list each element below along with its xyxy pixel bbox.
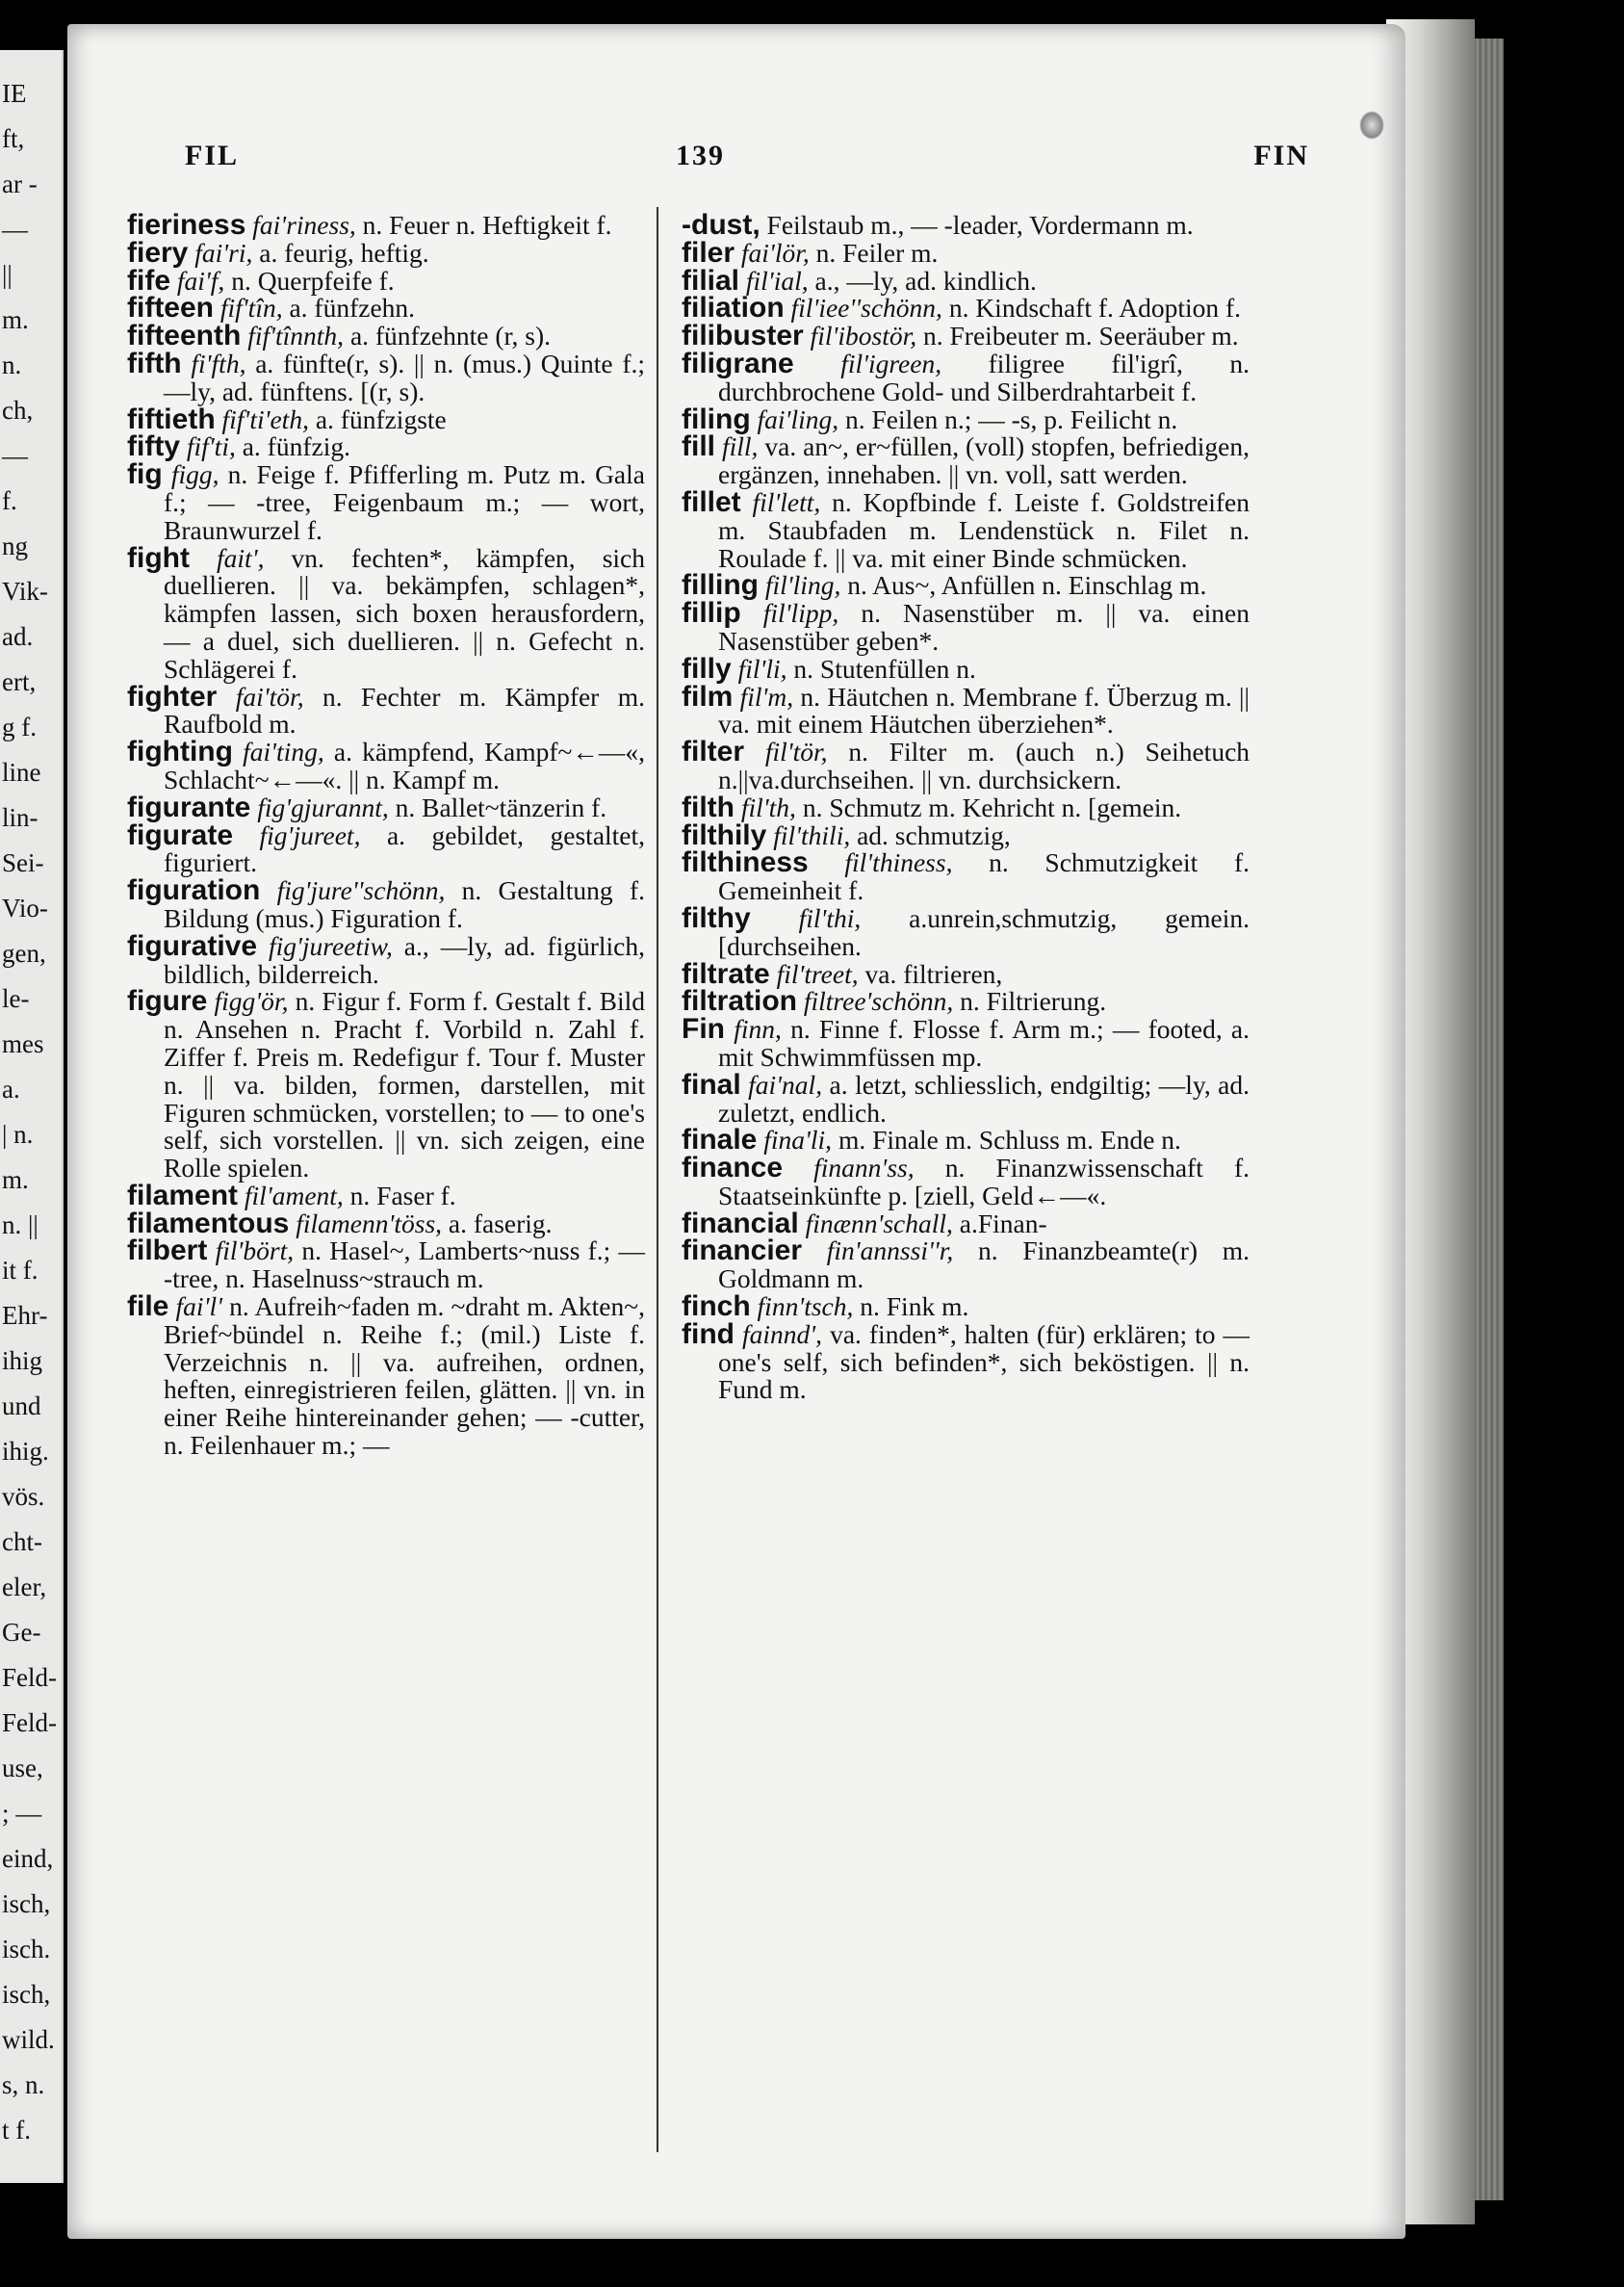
entry-pronunciation: finn,: [734, 1014, 782, 1045]
dictionary-entry: [682, 1207, 1250, 1239]
entry-definition: filigree fil'igrî, n. durchbrochene Gold- und Silberdrahtarbeit f.: [718, 348, 1250, 406]
dictionary-entry: [127, 736, 645, 794]
entry-headword: filth: [682, 791, 735, 823]
entry-pronunciation: filtree'schönn,: [803, 986, 954, 1017]
entry-definition: n. Gestaltung f. Bildung (mus.) Figuration f.: [164, 875, 645, 933]
entry-definition: a. fünfzigste: [315, 403, 447, 434]
header-right-guideword: FIN: [1253, 140, 1309, 171]
entry-pronunciation: fil'treet,: [776, 958, 859, 989]
entry-definition: Feilstaub m., — -leader, Vordermann m.: [766, 210, 1194, 240]
entry-headword: fifteenth: [127, 320, 242, 352]
entry-headword: filter: [682, 736, 745, 768]
column-divider: [657, 207, 658, 2152]
entry-headword: fifty: [127, 430, 180, 463]
entry-pronunciation: fai'ri,: [194, 237, 253, 268]
entry-definition: m. Finale m. Schluss m. Ende n.: [838, 1125, 1181, 1156]
entry-definition: va. an~, er~füllen, (voll) stopfen, befriedigen, ergänzen, innehaben. || vn. voll, satt werden.: [718, 431, 1250, 490]
fragment-text: mes: [2, 1029, 44, 1058]
entry-definition: n. Finanzwissenschaft f. Staatseinkünfte p. [ziell, Geld←—«.: [718, 1153, 1250, 1210]
entry-pronunciation: fina'li,: [763, 1125, 833, 1156]
dictionary-entry: [682, 1234, 1250, 1294]
dictionary-entry: [682, 791, 1250, 823]
dictionary-entry: [682, 680, 1250, 740]
entry-pronunciation: fig'gjurannt,: [257, 792, 389, 822]
entry-pronunciation: fif'ti,: [186, 431, 236, 462]
entry-definition: n. Finne f. Flosse f. Arm m.; — footed, a. mit Schwimmfüssen mp.: [718, 1014, 1250, 1072]
entry-definition: a., —ly, ad. figürlich, bildlich, bilderreich.: [164, 930, 645, 989]
entry-definition: a. gebildet, gestaltet, figuriert.: [164, 819, 646, 878]
entry-pronunciation: fil'thiness,: [844, 847, 953, 878]
entry-definition: n. Schmutz m. Kehricht n. [gemein.: [802, 792, 1182, 822]
fragment-text: ihig.: [2, 1437, 49, 1466]
entry-pronunciation: fif'ti'eth,: [221, 403, 309, 434]
entry-pronunciation: fig'jure''schönn,: [276, 875, 446, 906]
fragment-text: isch,: [2, 1980, 51, 2009]
entry-headword: figure: [127, 985, 208, 1018]
header-left-guideword: FIL: [185, 140, 240, 171]
entry-definition: a.unrein,schmutzig, gemein. [durchseihen.: [718, 902, 1250, 961]
dictionary-entry: [682, 846, 1250, 906]
entry-headword: filiation: [682, 292, 785, 325]
entry-headword: filling: [682, 569, 759, 602]
fragment-text: und: [2, 1391, 41, 1420]
dictionary-entry: [682, 264, 1250, 297]
entry-definition: n. Feilen n.; — -s, p. Feilicht n.: [844, 403, 1178, 434]
dictionary-entry: [682, 430, 1250, 490]
fragment-text: m.: [2, 1165, 29, 1194]
entry-pronunciation: fai'f,: [176, 265, 225, 296]
entry-headword: fieriness: [127, 209, 246, 241]
entry-pronunciation: fif'tînnth,: [247, 321, 345, 351]
fragment-text: Ge-: [2, 1618, 41, 1647]
fragment-text: isch,: [2, 1889, 51, 1918]
entry-headword: filthily: [682, 819, 767, 851]
dictionary-entry: [127, 264, 645, 297]
entry-headword: file: [127, 1290, 169, 1323]
dictionary-page: [67, 24, 1405, 2239]
page-number: 139: [676, 140, 725, 171]
dictionary-entry: [682, 597, 1250, 656]
entry-definition: n. Hasel~, Lamberts~nuss f.; — -tree, n. Haselnuss~strauch m.: [164, 1235, 646, 1294]
entry-definition: n. Filtrierung.: [960, 986, 1107, 1017]
entry-pronunciation: fil'lipp,: [762, 598, 839, 629]
entry-definition: a., —ly, ad. kindlich.: [814, 265, 1037, 296]
dictionary-entry: [682, 347, 1250, 406]
entry-headword: financier: [682, 1234, 803, 1267]
entry-headword: filibuster: [682, 320, 804, 352]
entry-pronunciation: fil'ibostör,: [810, 321, 917, 351]
entry-definition: n. Fink m.: [860, 1291, 969, 1322]
fragment-text: ihig: [2, 1346, 43, 1375]
dictionary-entry: [682, 569, 1250, 602]
running-head: [125, 140, 1367, 178]
entry-pronunciation: fainnd',: [742, 1318, 823, 1349]
dictionary-entry: [127, 929, 645, 989]
entry-pronunciation: fin'annssi''r,: [826, 1235, 954, 1266]
dictionary-entry: [682, 1152, 1250, 1210]
entry-definition: n. Fechter m. Kämpfer m. Raufbold m.: [164, 681, 646, 740]
dictionary-entry: [682, 985, 1250, 1018]
entry-definition: n. Nasenstüber m. || va. einen Nasenstüber geben*.: [718, 598, 1250, 656]
entry-pronunciation: fil'thili,: [773, 819, 851, 850]
entry-headword: fife: [127, 264, 170, 297]
fragment-text: t f.: [2, 2116, 31, 2144]
entry-headword: fighting: [127, 736, 233, 768]
fragment-text: vös.: [2, 1482, 45, 1511]
dictionary-entry: [127, 985, 645, 1183]
fragment-text: Vik-: [2, 577, 48, 606]
entry-definition: a. kämpfend, Kampf~←—«, Schlacht~←—«. || n. Kampf m.: [164, 737, 645, 794]
entry-headword: filing: [682, 403, 751, 435]
entry-definition: n. Ballet~tänzerin f.: [395, 792, 607, 822]
entry-headword: figurative: [127, 929, 258, 962]
entry-definition: n. Freibeuter m. Seeräuber m.: [923, 321, 1239, 351]
fragment-text: cht-: [2, 1527, 42, 1556]
dictionary-entry: [682, 652, 1250, 685]
fragment-text: Ehr-: [2, 1301, 48, 1330]
dictionary-entry: [682, 901, 1250, 961]
fragment-text: m.: [2, 305, 29, 334]
dictionary-entry: [127, 680, 646, 740]
entry-headword: filial: [682, 264, 740, 297]
entry-headword: fight: [127, 541, 190, 574]
entry-pronunciation: filamenn'töss,: [296, 1208, 443, 1238]
dictionary-entry: [682, 292, 1250, 325]
fragment-text: Feld-: [2, 1708, 57, 1737]
fragment-text: Sei-: [2, 848, 44, 877]
entry-headword: finance: [682, 1152, 784, 1184]
dictionary-entry: [127, 403, 645, 435]
fragment-text: n.: [2, 351, 22, 379]
entry-headword: figuration: [127, 874, 261, 907]
entry-headword: filament: [127, 1179, 239, 1211]
entry-pronunciation: fil'li,: [737, 653, 787, 684]
entry-headword: fiery: [127, 236, 189, 269]
entry-definition: n. Feuer n. Heftigkeit f.: [362, 210, 612, 240]
entry-definition: n. Faser f.: [349, 1180, 456, 1210]
entry-pronunciation: fil'th,: [740, 792, 796, 822]
dictionary-entry: [127, 292, 645, 325]
dictionary-entry: [127, 1290, 646, 1461]
entry-definition: a. faserig.: [448, 1208, 553, 1238]
entry-headword: final: [682, 1068, 741, 1101]
dictionary-entry: [127, 791, 645, 823]
entry-pronunciation: fil'ling,: [764, 570, 841, 601]
entry-headword: filtration: [682, 985, 797, 1018]
entry-headword: filbert: [127, 1234, 208, 1267]
entry-definition: a. letzt, schliesslich, endgiltig; —ly, ad. zuletzt, endlich.: [718, 1069, 1250, 1128]
fragment-text: eler,: [2, 1572, 47, 1601]
fragment-text: a.: [2, 1075, 20, 1104]
fragment-text: it f.: [2, 1256, 39, 1285]
entry-definition: n. Finanzbeamte(r) m. Goldmann m.: [718, 1235, 1250, 1294]
dictionary-entry: [127, 458, 645, 545]
fragment-text: use,: [2, 1754, 43, 1782]
entry-headword: fig: [127, 458, 163, 491]
entry-definition: a. fünfzig.: [242, 431, 350, 462]
entry-pronunciation: finn'tsch,: [757, 1291, 854, 1322]
fragment-text: ft,: [2, 124, 25, 153]
dictionary-entry: [127, 1234, 646, 1294]
entry-headword: fillip: [682, 597, 741, 630]
entry-headword: fifteen: [127, 292, 214, 325]
entry-pronunciation: figg,: [170, 459, 219, 490]
entry-definition: n. Querpfeife f.: [231, 265, 395, 296]
entry-headword: fill: [682, 430, 715, 463]
entry-pronunciation: fill,: [721, 431, 759, 462]
dictionary-entry: [682, 736, 1250, 794]
fragment-text: ||: [2, 260, 13, 289]
fragment-text: Vio-: [2, 894, 48, 923]
entry-pronunciation: fil'ial,: [745, 265, 809, 296]
entry-pronunciation: fil'thi,: [798, 902, 862, 933]
dictionary-entry: [127, 541, 645, 684]
entry-pronunciation: fig'jureetiw,: [268, 930, 393, 961]
dictionary-entry: [682, 236, 1250, 269]
fragment-text: IE: [2, 79, 27, 108]
fragment-text: gen,: [2, 939, 46, 968]
dictionary-entry: [682, 485, 1250, 573]
dictionary-entry: [682, 1013, 1250, 1072]
dictionary-entry: [127, 1207, 645, 1239]
entry-definition: a. fünfzehnte (r, s).: [349, 321, 552, 351]
dictionary-entry: [127, 819, 646, 878]
entry-headword: filthy: [682, 901, 751, 934]
entry-pronunciation: fil'm,: [739, 681, 794, 712]
dictionary-entry: [682, 819, 1250, 851]
entry-headword: -dust,: [682, 209, 760, 241]
entry-headword: filigrane: [682, 347, 794, 379]
entry-pronunciation: fil'lett,: [752, 486, 821, 517]
fragment-text: f.: [2, 486, 17, 515]
dictionary-entry: [127, 347, 646, 406]
dictionary-entry: [682, 1068, 1250, 1128]
entry-pronunciation: fait',: [217, 542, 265, 573]
entry-definition: a. feurig, heftig.: [259, 237, 429, 268]
entry-definition: va. filtrieren,: [864, 958, 1003, 989]
entry-pronunciation: fai'ling,: [757, 403, 839, 434]
dictionary-entry: [682, 1124, 1250, 1156]
entry-definition: n. Schmutzigkeit f. Gemeinheit f.: [718, 847, 1250, 906]
entry-headword: finch: [682, 1290, 751, 1323]
entry-headword: fifth: [127, 347, 182, 379]
fragment-text: line: [2, 758, 41, 787]
entry-pronunciation: finann'ss,: [813, 1153, 915, 1183]
entry-definition: n. Kindschaft f. Adoption f.: [948, 293, 1242, 324]
fragment-text: n. ||: [2, 1210, 39, 1239]
entry-definition: vn. fechten*, kämpfen, sich duellieren. || va. bekämpfen, schlagen*, kämpfen lassen, sich boxen herausfordern, — a duel, sich duellieren. || n. Gefecht n. Schlägerei f.: [164, 542, 645, 684]
dictionary-entry: [127, 236, 645, 269]
fragment-text: ert,: [2, 667, 37, 696]
fragment-text: —: [2, 441, 28, 470]
entry-headword: figurate: [127, 819, 234, 851]
fragment-text: Feld-: [2, 1663, 57, 1692]
entry-pronunciation: fil'tör,: [764, 737, 828, 767]
entry-pronunciation: fil'iee''schönn,: [790, 293, 942, 324]
entry-definition: a.Finan-: [959, 1208, 1047, 1238]
fragment-text: | n.: [2, 1120, 34, 1149]
adjacent-page-fragment: [0, 50, 64, 2183]
fragment-text: isch.: [2, 1935, 51, 1963]
dictionary-entry: [682, 1290, 1250, 1323]
dust-speck: [1359, 111, 1384, 140]
left-column: [127, 209, 646, 1461]
fragment-text: ad.: [2, 622, 34, 651]
dictionary-entry: [127, 874, 645, 933]
entry-headword: filamentous: [127, 1207, 290, 1239]
dictionary-entry: [127, 1179, 645, 1211]
entry-pronunciation: fil'igreen,: [840, 348, 942, 378]
entry-definition: va. finden*, halten (für) erklären; to — one's self, sich befinden*, sich beköstigen. || n. Fund m.: [718, 1318, 1250, 1405]
entry-definition: n. Stutenfüllen n.: [793, 653, 976, 684]
entry-pronunciation: fif'tîn,: [219, 293, 283, 324]
dictionary-entry: [682, 1317, 1250, 1405]
entry-pronunciation: fai'tör,: [235, 681, 304, 712]
entry-pronunciation: fi'fth,: [191, 348, 246, 378]
dictionary-entry: [127, 209, 645, 241]
dictionary-entry: [682, 209, 1250, 241]
entry-definition: n. Figur f. Form f. Gestalt f. Bild n. Ansehen n. Pracht f. Vorbild n. Zahl f. Ziffer f. Preis m. Redefigur f. Tour f. Muster n. || va. bilden, formen, darstellen, mit Figuren schmücken, vorstellen; to — to one's self, sich vorstellen. || vn. sich zeigen, eine Rolle spielen.: [164, 986, 645, 1183]
entry-pronunciation: finænn'schall,: [805, 1208, 953, 1238]
entry-pronunciation: fai'nal,: [748, 1069, 823, 1100]
entry-definition: n. Kopfbinde f. Leiste f. Goldstreifen m. Staubfaden m. Lendenstück n. Filet n. Roulade f. || va. mit einer Binde schmücken.: [718, 486, 1250, 573]
fragment-text: ; —: [2, 1799, 42, 1828]
entry-pronunciation: fil'ament,: [244, 1180, 344, 1210]
entry-definition: n. Feiler m.: [815, 237, 939, 268]
fragment-text: s, n.: [2, 2070, 45, 2099]
fragment-text: ng: [2, 532, 28, 560]
entry-definition: n. Filter m. (auch n.) Seihetuch n.||va.durchseihen. || vn. durchsickern.: [718, 737, 1250, 794]
fragment-text: wild.: [2, 2025, 55, 2054]
dictionary-entry: [127, 430, 645, 463]
entry-definition: n. Häutchen n. Membrane f. Überzug m. || va. mit einem Häutchen überziehen*.: [718, 681, 1250, 740]
fragment-text: —: [2, 215, 28, 244]
entry-headword: fighter: [127, 680, 218, 713]
dictionary-entry: [682, 403, 1250, 435]
entry-headword: filer: [682, 236, 735, 269]
entry-pronunciation: figg'ör,: [214, 986, 289, 1017]
entry-definition: a. fünfte(r, s). || n. (mus.) Quinte f.; —ly, ad. fünftens. [(r, s).: [164, 348, 646, 406]
dictionary-entry: [127, 320, 645, 352]
entry-pronunciation: fai'l': [175, 1291, 222, 1322]
right-column: [682, 209, 1250, 1405]
fragment-text: eind,: [2, 1844, 54, 1873]
fragment-text: ar -: [2, 169, 38, 198]
entry-headword: Fin: [682, 1013, 725, 1046]
entry-headword: find: [682, 1317, 735, 1350]
entry-headword: filthiness: [682, 846, 809, 879]
entry-definition: ad. schmutzig,: [857, 819, 1011, 850]
fragment-text: le-: [2, 984, 30, 1013]
entry-headword: film: [682, 680, 734, 713]
entry-definition: n. Aufreih~faden m. ~draht m. Akten~, Brief~bündel n. Reihe f.; (mil.) Liste f. Verzeichnis n. || va. aufreihen, ordnen, heften, einregistrieren feilen, glätten. || vn. in einer Reihe hintereinander gehen; — -cutter, n. Feilenhauer m.; —: [164, 1291, 646, 1461]
entry-pronunciation: fig'jureet,: [259, 819, 361, 850]
fragment-text: g f.: [2, 713, 37, 741]
entry-headword: figurante: [127, 791, 251, 823]
dictionary-entry: [682, 957, 1250, 990]
fragment-text: ch,: [2, 396, 34, 425]
entry-pronunciation: fai'ting,: [243, 737, 324, 767]
dictionary-entry: [682, 320, 1250, 352]
entry-definition: n. Feige f. Pfifferling m. Putz m. Gala f.; — -tree, Feigenbaum m.; — wort, Braunwurzel f.: [164, 459, 645, 545]
fragment-text: lin-: [2, 803, 39, 832]
entry-headword: fiftieth: [127, 403, 216, 435]
entry-definition: n. Aus~, Anfüllen n. Einschlag m.: [847, 570, 1207, 601]
entry-pronunciation: fai'lör,: [740, 237, 810, 268]
entry-pronunciation: fai'riness,: [252, 210, 356, 240]
entry-definition: a. fünfzehn.: [289, 293, 416, 324]
entry-headword: filtrate: [682, 957, 770, 990]
entry-pronunciation: fil'bört,: [215, 1235, 295, 1266]
entry-headword: financial: [682, 1207, 799, 1239]
entry-headword: filly: [682, 652, 732, 685]
entry-headword: finale: [682, 1124, 758, 1156]
entry-headword: fillet: [682, 485, 741, 518]
